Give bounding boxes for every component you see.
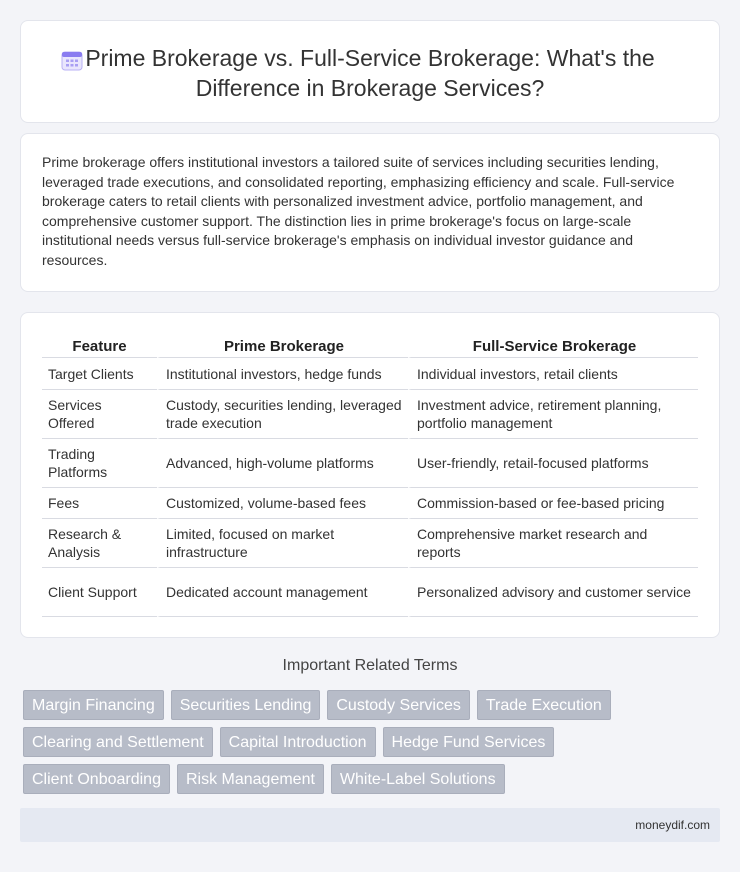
related-term-tag[interactable]: Hedge Fund Services [383,727,555,757]
table-cell-prime: Advanced, high-volume platforms [157,439,408,488]
table-cell-prime: Limited, focused on market infrastructure [157,519,408,568]
related-term-tag[interactable]: Client Onboarding [23,764,170,794]
page-title: Prime Brokerage vs. Full-Service Brokerage: What's the Difference in Brokerage Services? [85,45,655,101]
table-cell-prime: Institutional investors, hedge funds [157,358,408,390]
table-cell-full-service: Individual investors, retail clients [408,358,698,390]
table-cell-prime: Custody, securities lending, leveraged trade execution [157,390,408,439]
comparison-table-card [20,312,720,638]
table-row [42,519,698,568]
table-row [42,358,698,390]
related-term-tag[interactable]: Margin Financing [23,690,164,720]
table-cell-feature: Fees [42,488,157,519]
table-cell-full-service: Investment advice, retirement planning, portfolio management [408,390,698,439]
table-cell-feature: Research & Analysis [42,519,157,568]
table-cell-full-service: Comprehensive market research and reports [408,519,698,568]
table-cell-feature: Trading Platforms [42,439,157,488]
table-cell-full-service: User-friendly, retail-focused platforms [408,439,698,488]
footer-site-link[interactable]: moneydif.com [635,818,710,832]
table-row [42,390,698,439]
related-term-tag[interactable]: Custody Services [327,690,470,720]
table-header-feature: Feature [42,334,157,358]
related-terms-list [23,690,703,794]
table-cell-feature: Client Support [42,568,157,617]
table-row [42,568,698,617]
related-term-tag[interactable]: White-Label Solutions [331,764,505,794]
table-cell-prime: Dedicated account management [157,568,408,617]
related-term-tag[interactable]: Securities Lending [171,690,321,720]
related-term-tag[interactable]: Risk Management [177,764,324,794]
table-cell-feature: Target Clients [42,358,157,390]
summary-card [20,133,720,292]
comparison-table [42,334,698,617]
table-row [42,439,698,488]
footer [20,808,720,842]
table-cell-feature: Services Offered [42,390,157,439]
related-term-tag[interactable]: Clearing and Settlement [23,727,213,757]
related-term-tag[interactable]: Trade Execution [477,690,611,720]
table-cell-full-service: Personalized advisory and customer service [408,568,698,617]
summary-text: Prime brokerage offers institutional investors a tailored suite of services including securities lending, leveraged trade executions, and consolidated reporting, emphasizing efficiency and scale. Full-service brokerage caters to retail clients with personalized investment advice, portfolio management, and comprehensive customer support. The distinction lies in prime brokerage's focus on large-scale institutional needs versus full-service brokerage's emphasis on individual investor guidance and resources. [42,154,675,268]
related-term-tag[interactable]: Capital Introduction [220,727,376,757]
title-card [20,20,720,123]
related-terms-heading: Important Related Terms [282,657,458,674]
table-row [42,488,698,519]
table-header-prime: Prime Brokerage [157,334,408,358]
table-cell-prime: Customized, volume-based fees [157,488,408,519]
table-header-full-service: Full-Service Brokerage [408,334,698,358]
table-cell-full-service: Commission-based or fee-based pricing [408,488,698,519]
table-header-row [42,334,698,358]
